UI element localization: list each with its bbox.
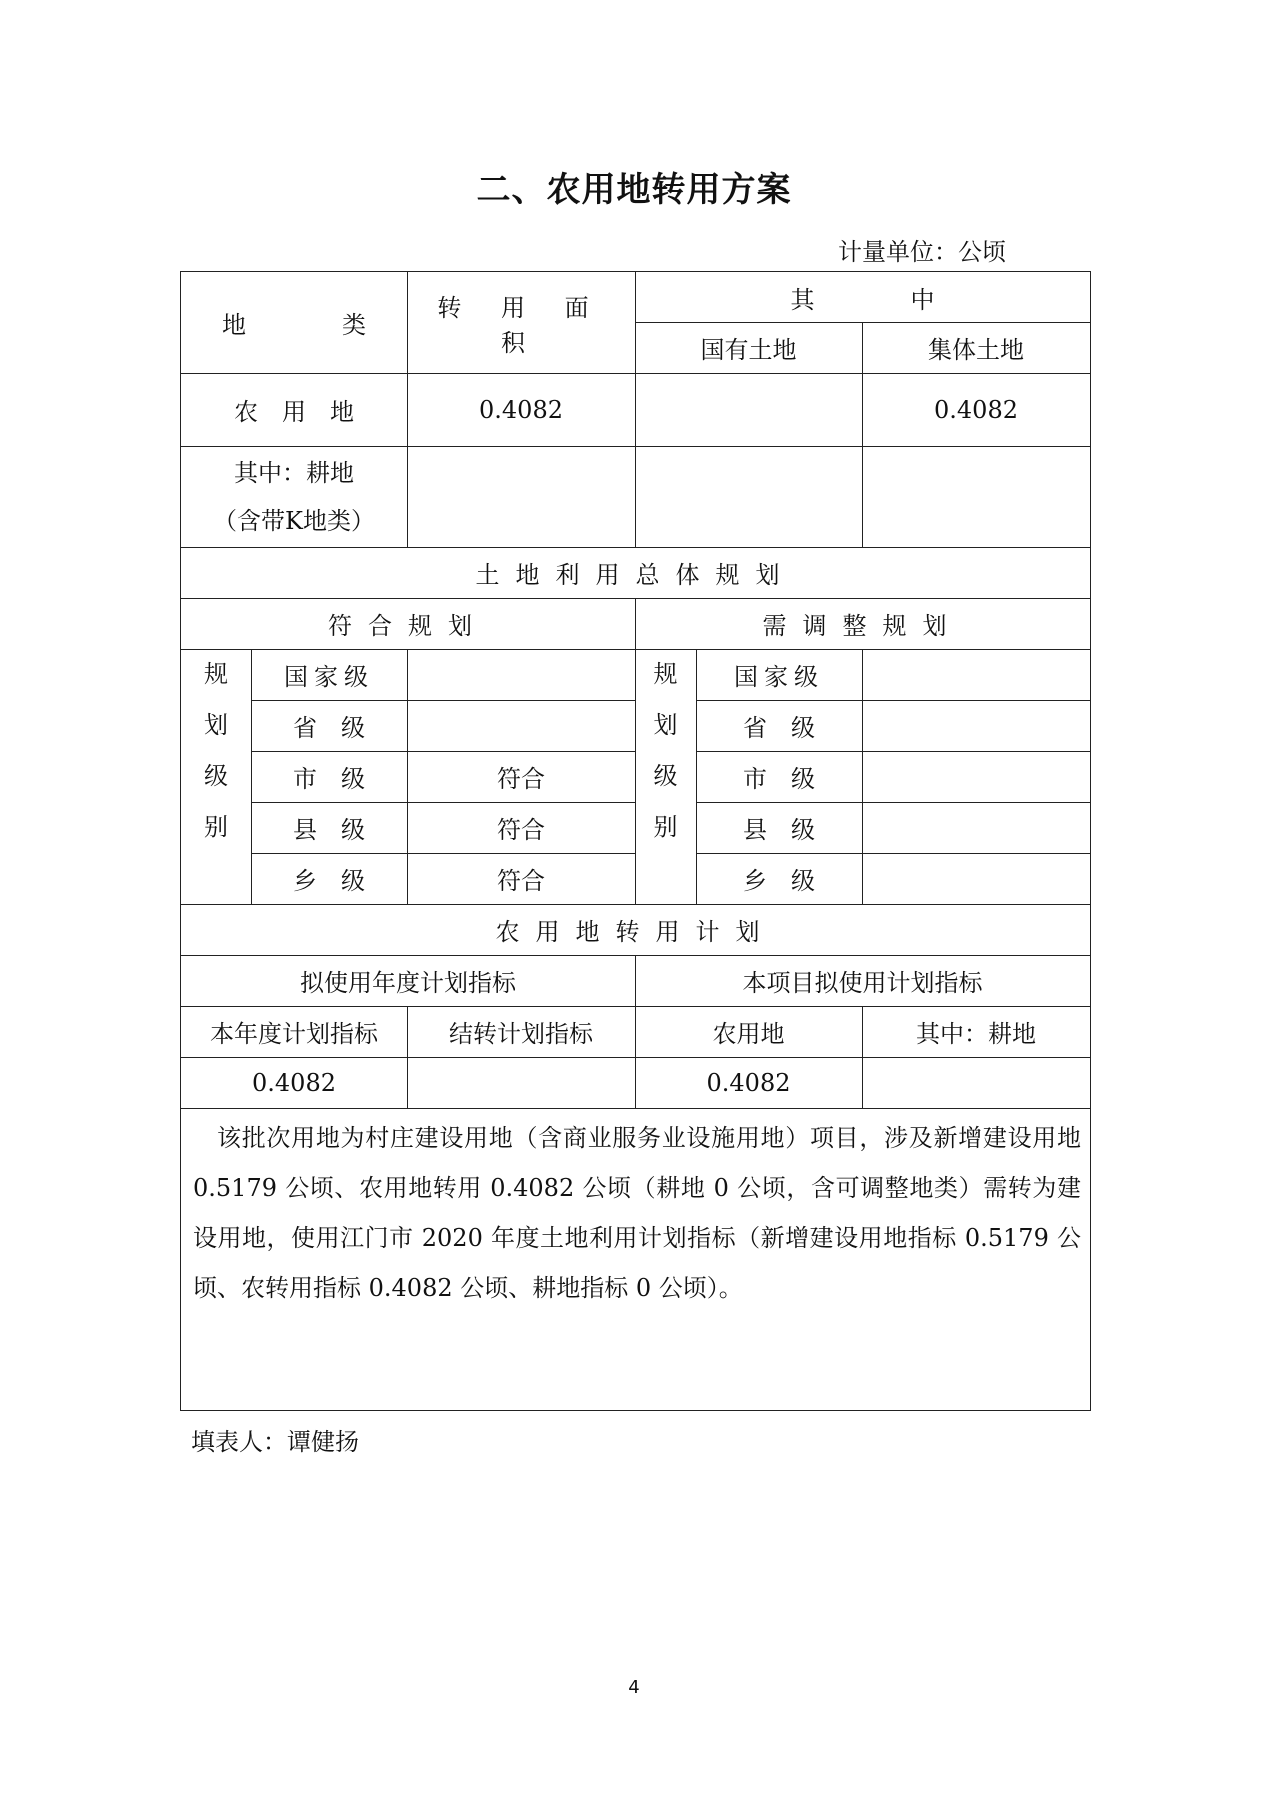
- row-cultivated-collective: [862, 446, 1090, 547]
- level-national-right: 国家级: [734, 663, 824, 691]
- plan-level-char: 规: [653, 660, 678, 688]
- header-land-type: 地 类: [222, 311, 366, 339]
- row-cultivated-label-line2: （含带K地类）: [213, 506, 375, 535]
- plan-level-label-left: [181, 649, 251, 853]
- row-cultivated-label: [181, 446, 407, 547]
- row-cultivated-label-line1: 其中：耕地: [234, 458, 354, 487]
- header-collective-land: 集体土地: [928, 336, 1024, 364]
- row-farmland-area: 0.4082: [479, 395, 563, 424]
- adjust-value-city: [862, 751, 1090, 802]
- level-provincial-right: 省 级: [743, 714, 815, 742]
- plan-level-char: 别: [204, 813, 228, 841]
- explanation-note: 该批次用地为村庄建设用地（含商业服务业设施用地）项目，涉及新增建设用地 0.5179 公顷、农用地转用 0.4082 公顷（耕地 0 公顷，含可调整地类）需转为建设用地，使用江门市 2020 年度土地利用计划指标（新增建设用地指标 0.5179 公顷、农转用指标 0.4082 公顷、耕地指标 0 公顷）。: [193, 1124, 1081, 1302]
- row-cultivated-state: [635, 446, 862, 547]
- level-city-left: 市 级: [293, 765, 365, 793]
- adjust-plan-header: 需调整规划: [762, 612, 963, 640]
- conform-value-township: 符合: [497, 867, 545, 895]
- row-cultivated-area: [407, 446, 635, 547]
- farmland-quota-header: 农用地: [712, 1020, 785, 1048]
- plan-level-char: 划: [204, 711, 228, 739]
- cultivated-quota-value: [862, 1057, 1090, 1108]
- row-farmland-label: 农 用 地: [234, 398, 354, 426]
- cultivated-quota-header: 其中：耕地: [916, 1020, 1036, 1048]
- annual-quota-header: 拟使用年度计划指标: [300, 969, 516, 997]
- plan-level-char: 规: [204, 660, 228, 688]
- header-of-which: 其 中: [790, 285, 935, 314]
- header-state-land: 国有土地: [700, 336, 797, 364]
- project-quota-header: 本项目拟使用计划指标: [742, 969, 983, 997]
- plan-level-label-right: [635, 649, 696, 853]
- overall-plan-title: 土地利用总体规划: [475, 561, 796, 589]
- plan-level-char: 级: [204, 762, 228, 790]
- adjust-value-township: [862, 853, 1090, 904]
- carryover-quota-header: 结转计划指标: [449, 1020, 593, 1048]
- level-provincial-left: 省 级: [293, 714, 365, 742]
- row-farmland-collective: 0.4082: [934, 395, 1018, 424]
- plan-level-char: 别: [653, 813, 678, 841]
- conform-value-national: [407, 649, 635, 700]
- farmland-quota-value: 0.4082: [706, 1068, 791, 1097]
- conforming-plan-header: 符合规划: [328, 612, 488, 640]
- row-farmland-state: [635, 373, 862, 446]
- level-county-right: 县 级: [743, 816, 815, 844]
- adjust-value-county: [862, 802, 1090, 853]
- level-national-left: 国家级: [284, 663, 374, 691]
- level-county-left: 县 级: [293, 816, 365, 844]
- page-title: 二、农用地转用方案: [476, 170, 792, 210]
- level-city-right: 市 级: [743, 765, 815, 793]
- header-area: 转 用 面 积: [437, 293, 605, 357]
- conversion-table: [180, 271, 1091, 1411]
- this-year-quota-header: 本年度计划指标: [210, 1020, 378, 1048]
- carryover-quota-value: [407, 1057, 635, 1108]
- this-year-quota-value: 0.4082: [252, 1068, 336, 1097]
- level-township-right: 乡 级: [743, 867, 815, 895]
- unit-label: 计量单位：公顷: [838, 238, 1006, 266]
- conform-value-city: 符合: [497, 765, 545, 793]
- adjust-value-national: [862, 649, 1090, 700]
- level-township-left: 乡 级: [293, 867, 365, 895]
- conversion-plan-title: 农用地转用计划: [495, 918, 776, 946]
- plan-level-char: 划: [653, 711, 678, 739]
- plan-level-char: 级: [653, 762, 678, 790]
- adjust-value-provincial: [862, 700, 1090, 751]
- conform-value-county: 符合: [497, 816, 545, 844]
- conform-value-provincial: [407, 700, 635, 751]
- page-number: 4: [628, 1677, 640, 1698]
- filler-name: 填表人：谭健扬: [191, 1428, 359, 1456]
